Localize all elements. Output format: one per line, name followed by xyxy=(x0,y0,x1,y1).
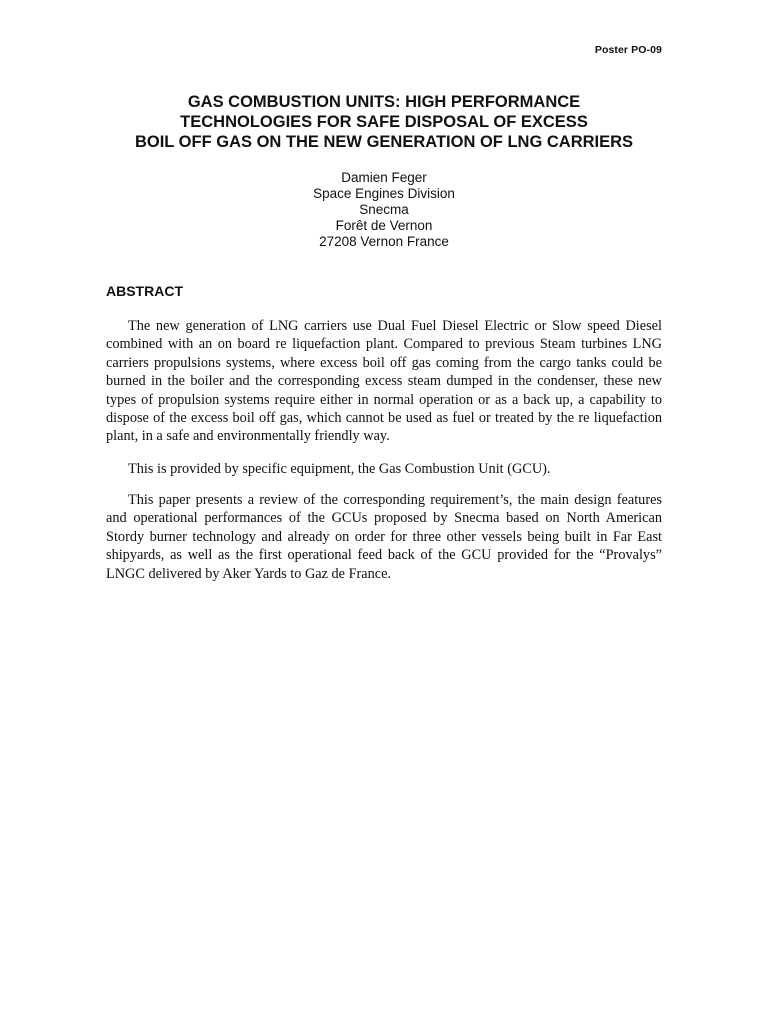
author-address: 27208 Vernon France xyxy=(319,234,449,249)
title-line: TECHNOLOGIES FOR SAFE DISPOSAL OF EXCESS xyxy=(180,113,588,131)
author-name: Damien Feger xyxy=(341,170,427,185)
abstract-paragraph: The new generation of LNG carriers use Dual Fuel Diesel Electric or Slow speed Diesel combined with an on board re liquefaction plant. Compared to previous Steam turbines LNG carriers propulsions systems, where excess boil off gas coming from the cargo tanks could be burned in the boiler and the corresponding excess steam dumped in the condenser, these new types of propulsion systems require either in normal operation or as a back up, a capability to dispose of the excess boil off gas, which cannot be used as fuel or treated by the re liquefaction plant, in a safe and environmentally friendly way. xyxy=(106,318,662,445)
author-block xyxy=(184,170,584,250)
poster-id: Poster PO-09 xyxy=(594,44,662,56)
author-location: Forêt de Vernon xyxy=(335,218,433,233)
paper-title xyxy=(100,92,668,152)
abstract-paragraph: This is provided by specific equipment, the Gas Combustion Unit (GCU). xyxy=(128,461,551,477)
abstract-paragraph: This paper presents a review of the corresponding requirement’s, the main design features and operational performances of the GCUs proposed by Snecma based on North American Stordy burner technology and already on order for three other vessels being built in Far East shipyards, as well as the first operational feed back of the GCU provided for the “Provalys” LNGC delivered by Aker Yards to Gaz de France. xyxy=(106,492,662,582)
abstract-heading: ABSTRACT xyxy=(106,283,183,299)
author-organization: Snecma xyxy=(359,202,409,217)
author-division: Space Engines Division xyxy=(313,186,455,201)
title-line: BOIL OFF GAS ON THE NEW GENERATION OF LNG CARRIERS xyxy=(134,133,634,151)
title-line: GAS COMBUSTION UNITS: HIGH PERFORMANCE xyxy=(187,93,581,111)
